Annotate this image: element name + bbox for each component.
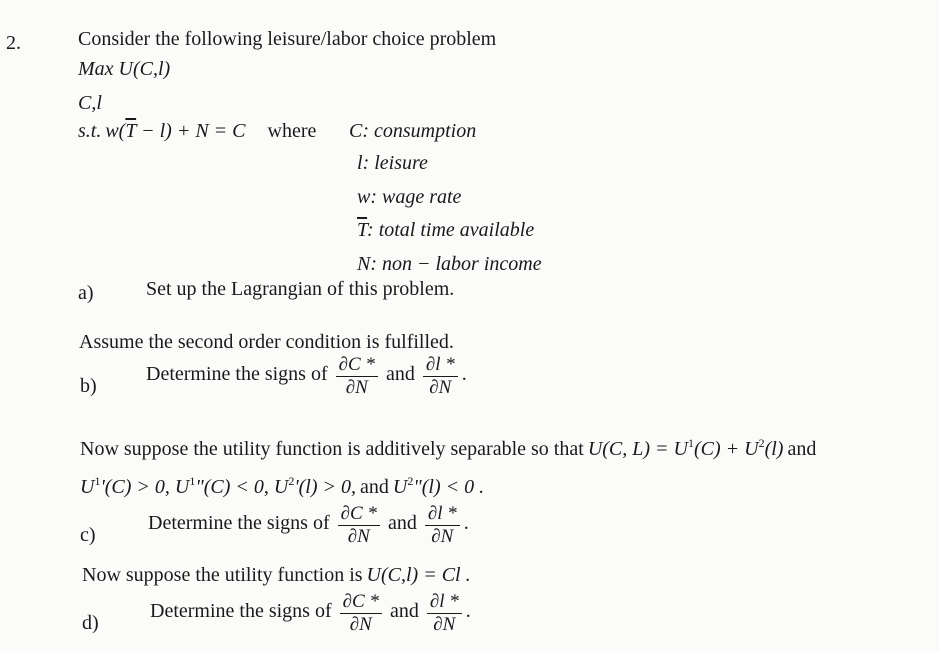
constraint-w: w( <box>105 120 126 142</box>
part-c-question: Determine the signs of $\frac{\partial C *}{\partial N}$ and $\frac{\partial l *}{\partial N}$ . <box>148 503 469 547</box>
part-c-label: c) <box>80 524 96 546</box>
definition-leisure: l: leisure <box>357 152 428 174</box>
st-label: s.t. <box>78 120 102 142</box>
dl-dN-fraction: $\frac{\partial l *}{\partial N}$ <box>427 591 462 636</box>
problem-number: 2. <box>6 32 21 54</box>
choice-variables: C,l <box>78 92 102 114</box>
dC-dN-fraction: $\frac{\partial C *}{\partial N}$ <box>338 503 380 548</box>
constraint-tbar: $\overline{T}$ <box>125 120 137 142</box>
part-d-label: d) <box>82 612 99 634</box>
objective: Max U(C,l) <box>78 58 171 80</box>
definition-consumption: C: consumption <box>349 120 477 142</box>
definition-nonlabor-income: N: non − labor income <box>357 253 542 275</box>
separable-line-1: Now suppose the utility function is additively separable so that U(C, $L) = U^1(C) + U^2(l)$ and <box>80 436 817 460</box>
part-a-label: a) <box>78 282 94 304</box>
where-label: where <box>267 120 317 142</box>
dl-dN-fraction: $\frac{\partial l *}{\partial N}$ <box>423 354 458 399</box>
constraint-line <box>78 120 316 143</box>
problem-intro: Consider the following leisure/labor choice problem <box>78 28 497 50</box>
second-order-condition: Assume the second order condition is fulfilled. <box>79 331 454 353</box>
part-a-text: Set up the Lagrangian of this problem. <box>146 278 455 300</box>
cl-utility-line: Now suppose the utility function is U(C,l) = Cl . <box>82 564 471 586</box>
definition-wage: w: wage rate <box>357 186 462 208</box>
part-d-question: Determine the signs of $\frac{\partial C *}{\partial N}$ and $\frac{\partial l *}{\partial N}$ . <box>150 591 471 635</box>
dC-dN-fraction: $\frac{\partial C *}{\partial N}$ <box>340 591 382 636</box>
part-b-question: Determine the signs of $\frac{\partial C *}{\partial N}$ and $\frac{\partial l *}{\partial N}$ . <box>146 354 467 398</box>
part-b-label: b) <box>80 375 97 397</box>
dl-dN-fraction: $\frac{\partial l *}{\partial N}$ <box>425 503 460 548</box>
constraint-rest: − l) + N = C <box>136 120 246 142</box>
definition-total-time: $\overline{T}$: total time available <box>357 219 535 241</box>
dC-dN-fraction: $\frac{\partial C *}{\partial N}$ <box>336 354 378 399</box>
separable-line-2: $U^1'(C) > 0$, $U^1"(C) < 0$, $U^2'(l) > 0$, and $U^2"(l) < 0$ . <box>80 474 485 498</box>
